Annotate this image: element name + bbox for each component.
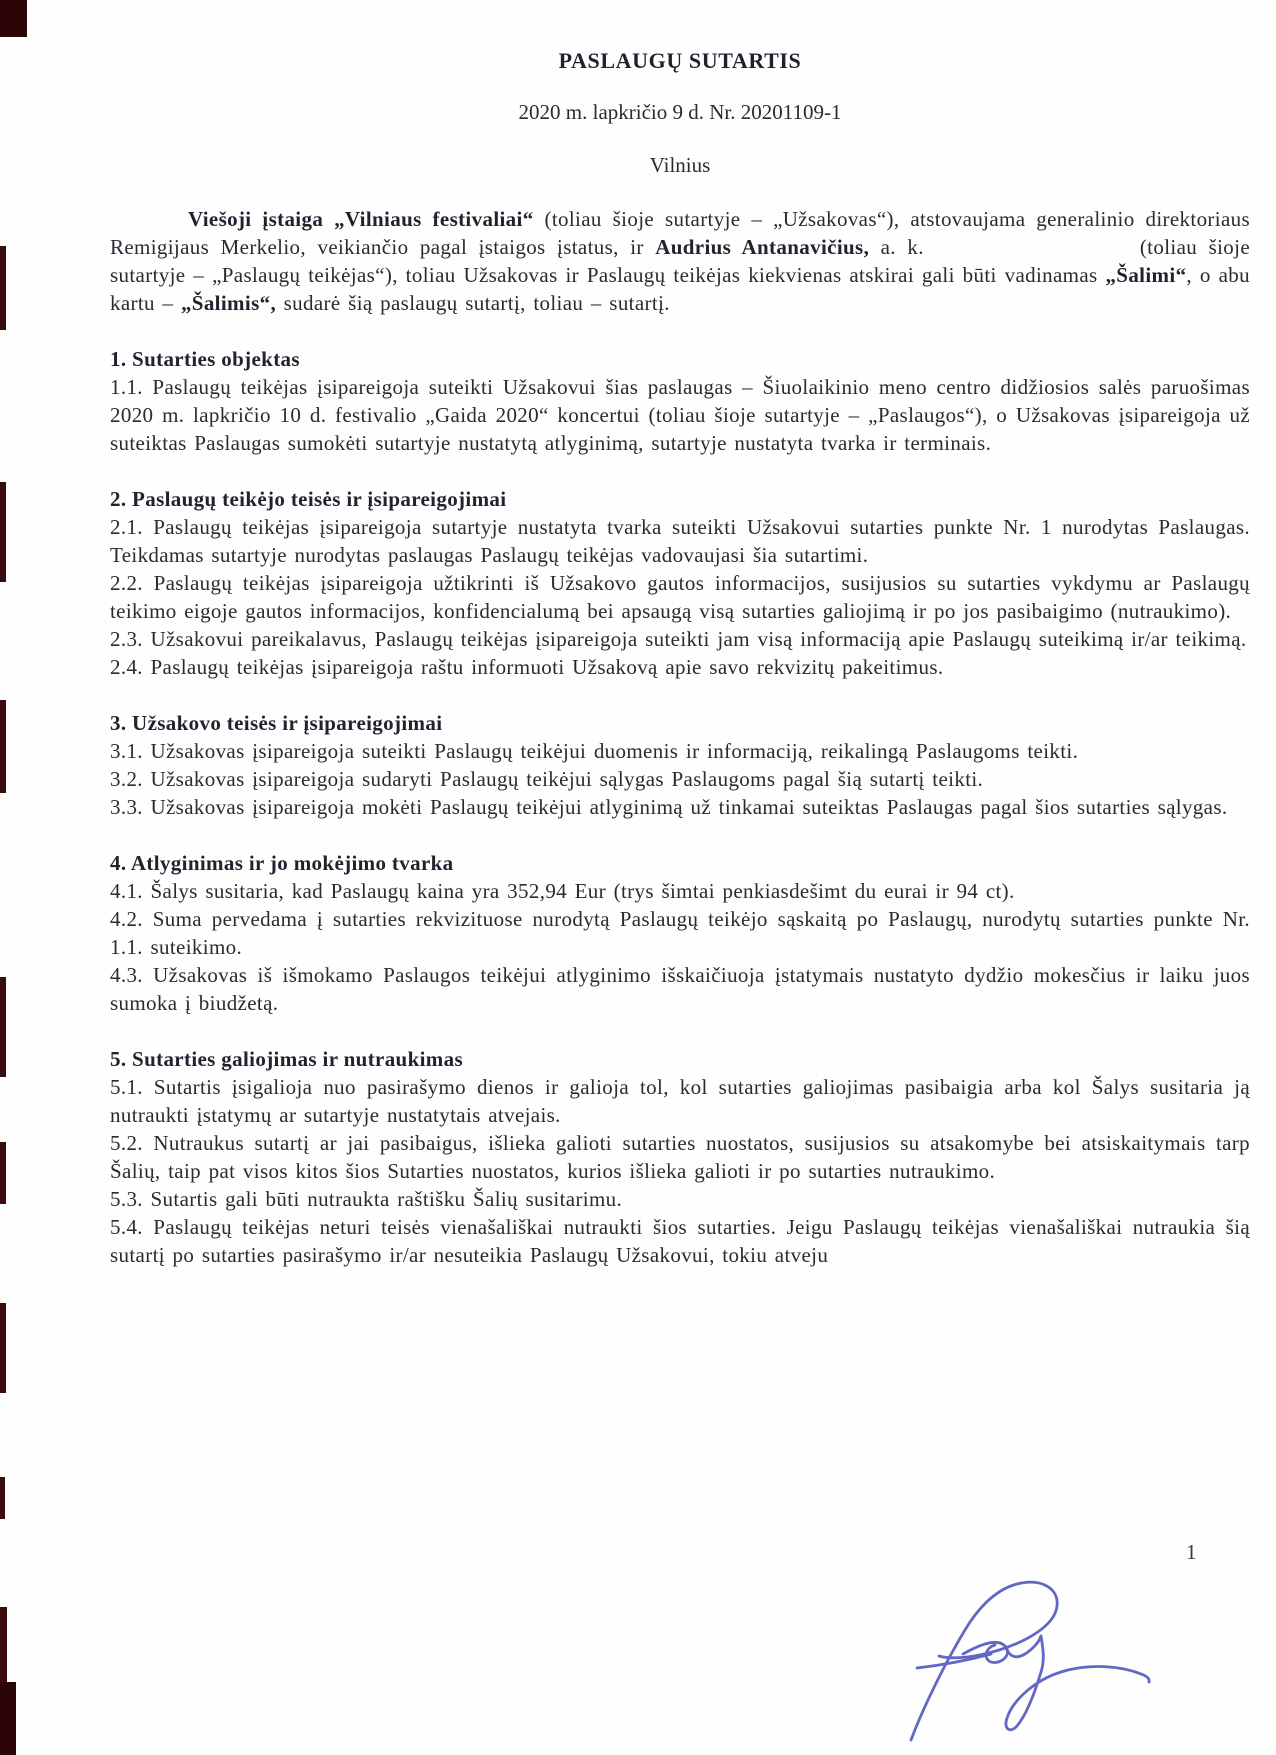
term-salimi: „Šalimi“ — [1105, 263, 1187, 287]
clause-3-2: 3.2. Užsakovas įsipareigoja sudaryti Paslaugų teikėjui sąlygas Paslaugoms pagal šią sutartį teikti. — [110, 767, 984, 791]
clause-5-3: 5.3. Sutartis gali būti nutraukta raštišku Šalių susitarimu. — [110, 1187, 623, 1211]
intro-text: (toliau šioje sutartyje – „Paslaugų teikėjas“), toliau Užsakovas ir Paslaugų teikėjas kiekvienas atskirai gali būti vadinamas — [110, 235, 1250, 287]
scan-edge-artifact — [0, 1682, 16, 1755]
scan-edge-artifact — [0, 977, 6, 1077]
clause-3-3: 3.3. Užsakovas įsipareigoja mokėti Paslaugų teikėjui atlyginimą už tinkamai suteiktas Paslaugas pagal šios sutarties sąlygas. — [110, 795, 1228, 819]
section-heading-1: 1. Sutarties objektas — [110, 347, 300, 371]
document-body — [110, 46, 1250, 1269]
clause-2-1: 2.1. Paslaugų teikėjas įsipareigoja sutartyje nustatyta tvarka suteikti Užsakovui sutarties punkte Nr. 1 nurodytas Paslaugas. Teikdamas sutartyje nurodytas paslaugas Paslaugų teikėjas vadovaujasi šia sutartimi. — [110, 515, 1250, 567]
scan-edge-artifact — [0, 482, 6, 582]
clause-4-2: 4.2. Suma pervedama į sutarties rekvizituose nurodytą Paslaugų teikėjo sąskaitą po Paslaugų, nurodytų sutarties punkte Nr. 1.1. suteikimo. — [110, 907, 1250, 959]
clause-5-4: 5.4. Paslaugų teikėjas neturi teisės vienašališkai nutraukti šios sutarties. Jeigu Paslaugų teikėjas vienašališkai nutraukia šią sutartį po sutarties pasirašymo ir/ar nesuteikia Paslaugų Užsakovui, tokiu atveju — [110, 1215, 1250, 1267]
page-number: 1 — [1186, 1540, 1197, 1564]
section-heading-3: 3. Užsakovo teisės ir įsipareigojimai — [110, 711, 443, 735]
intro-text: , o abu kartu – — [110, 263, 1250, 315]
clause-2-3: 2.3. Užsakovui pareikalavus, Paslaugų teikėjas įsipareigoja suteikti jam visą informaciją apie Paslaugų suteikimą ir/ar teikimą. — [110, 627, 1247, 651]
intro-text: sudarė šią paslaugų sutartį, toliau – sutartį. — [276, 291, 670, 315]
section-heading-2: 2. Paslaugų teikėjo teisės ir įsipareigojimai — [110, 487, 507, 511]
scan-edge-artifact — [0, 1142, 6, 1204]
redacted-personal-code-gap — [924, 253, 1140, 254]
clause-2-2: 2.2. Paslaugų teikėjas įsipareigoja užtikrinti iš Užsakovo gautos informacijos, susijusios su sutarties vykdymu ar Paslaugų teikimo eigoje gautos informacijos, konfidencialumą bei apsaugą visą sutarties galiojimą ir po jos pasibaigimo (nutraukimo). — [110, 571, 1250, 623]
clause-5-2: 5.2. Nutraukus sutartį ar jai pasibaigus, išlieka galioti sutarties nuostatos, susijusios su atsakomybe bei atsiskaitymais tarp Šalių, taip pat visos kitos šios Sutarties nuostatos, kurios išlieka galioti ir po sutarties nutraukimo. — [110, 1131, 1250, 1183]
scan-edge-artifact — [0, 0, 27, 37]
document-city: Vilnius — [649, 153, 711, 177]
handwritten-signature — [893, 1568, 1165, 1754]
section-heading-4: 4. Atlyginimas ir jo mokėjimo tvarka — [110, 851, 454, 875]
clause-2-4: 2.4. Paslaugų teikėjas įsipareigoja raštu informuoti Užsakovą apie savo rekvizitų pakeitimus. — [110, 655, 944, 679]
scan-edge-artifact — [0, 1303, 6, 1393]
term-salimis: „Šalimis“, — [180, 291, 277, 315]
document-date-number: 2020 m. lapkričio 9 d. Nr. 20201109-1 — [518, 100, 842, 124]
clause-4-1: 4.1. Šalys susitaria, kad Paslaugų kaina yra 352,94 Eur (trys šimtai penkiasdešimt du eurai ir 94 ct). — [110, 879, 1015, 903]
intro-paragraph — [110, 205, 1250, 317]
section-heading-5: 5. Sutarties galiojimas ir nutraukimas — [110, 1047, 464, 1071]
scan-edge-artifact — [0, 700, 6, 793]
intro-text: a. k. — [869, 235, 924, 259]
document-title: PASLAUGŲ SUTARTIS — [558, 48, 802, 73]
scan-edge-artifact — [0, 1477, 5, 1519]
scan-edge-artifact — [0, 1607, 7, 1682]
intro-text: (toliau šioje sutartyje – „Užsakovas“), atstovaujama generalinio direktoriaus Remigijaus Merkelio, veikiančio pagal įstaigos įstatus, ir — [110, 207, 1250, 259]
party-client-name: Viešoji įstaiga „Vilniaus festivaliai“ — [188, 207, 534, 231]
clause-4-3: 4.3. Užsakovas iš išmokamo Paslaugos teikėjui atlyginimo išskaičiuoja įstatymais nustatyto dydžio mokesčius ir laiku juos sumoka į biudžetą. — [110, 963, 1250, 1015]
scan-edge-artifact — [0, 246, 6, 330]
clause-5-1: 5.1. Sutartis įsigalioja nuo pasirašymo dienos ir galioja tol, kol sutarties galiojimas pasibaigia arba kol Šalys susitaria ją nutraukti įstatymų ar sutartyje nustatytais atvejais. — [110, 1075, 1250, 1127]
clause-1-1: 1.1. Paslaugų teikėjas įsipareigoja suteikti Užsakovui šias paslaugas – Šiuolaikinio meno centro didžiosios salės paruošimas 2020 m. lapkričio 10 d. festivalio „Gaida 2020“ koncertui (toliau šioje sutartyje – „Paslaugos“), o Užsakovas įsipareigoja už suteiktas Paslaugas sumokėti sutartyje nustatytą atlyginimą, sutartyje nustatyta tvarka ir terminais. — [110, 375, 1250, 455]
party-provider-name: Audrius Antanavičius, — [655, 235, 870, 259]
clause-3-1: 3.1. Užsakovas įsipareigoja suteikti Paslaugų teikėjui duomenis ir informaciją, reikalingą Paslaugoms teikti. — [110, 739, 1079, 763]
